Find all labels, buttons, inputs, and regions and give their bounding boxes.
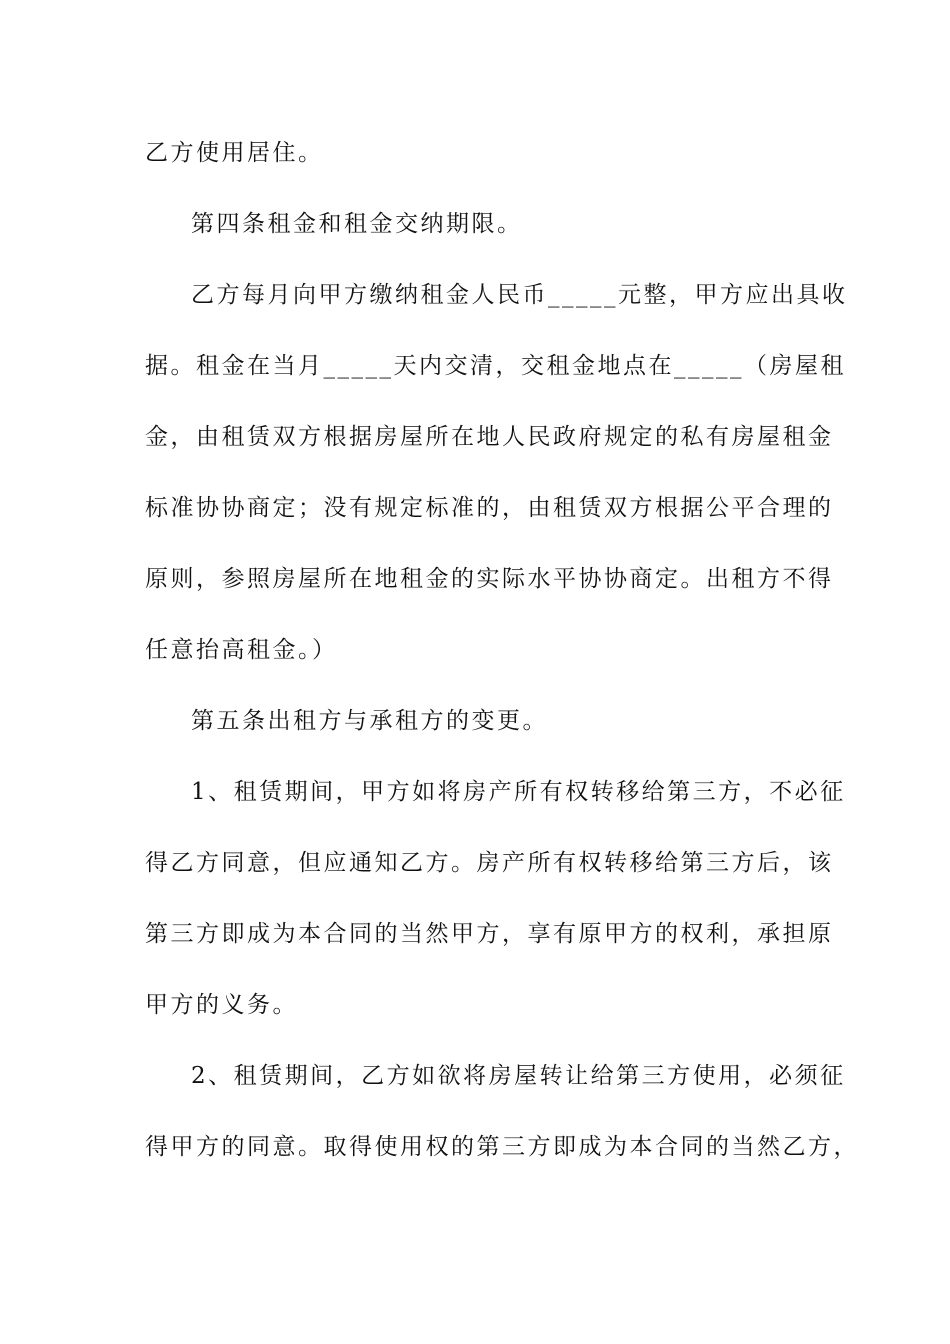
text-line: 第三方即成为本合同的当然甲方，享有原甲方的权利，承担原	[145, 921, 834, 947]
text-line: 得乙方同意，但应通知乙方。房产所有权转移给第三方后，该	[145, 850, 834, 876]
text-line: 甲方的义务。	[145, 992, 298, 1018]
text-line: 标准协协商定；没有规定标准的，由租赁双方根据公平合理的	[145, 495, 834, 521]
article-heading: 第五条出租方与承租方的变更。	[191, 708, 548, 734]
paragraph-start: 乙方每月向甲方缴纳租金人民币_____元整，甲方应出具收	[191, 282, 848, 308]
text-line: 任意抬高租金。）	[145, 637, 338, 663]
text-line: 据。租金在当月_____天内交清，交租金地点在_____（房屋租	[145, 353, 846, 379]
text-line: 得甲方的同意。取得使用权的第三方即成为本合同的当然乙方，	[145, 1134, 859, 1160]
text-line: 乙方使用居住。	[145, 140, 324, 166]
paragraph-start: 2、租赁期间，乙方如欲将房屋转让给第三方使用，必须征	[191, 1063, 846, 1089]
paragraph-start: 1、租赁期间，甲方如将房产所有权转移给第三方，不必征	[191, 779, 846, 805]
contract-body	[145, 128, 859, 1193]
article-heading: 第四条租金和租金交纳期限。	[191, 211, 523, 237]
text-line: 原则，参照房屋所在地租金的实际水平协协商定。出租方不得	[145, 566, 834, 592]
text-line: 金，由租赁双方根据房屋所在地人民政府规定的私有房屋租金	[145, 424, 834, 450]
